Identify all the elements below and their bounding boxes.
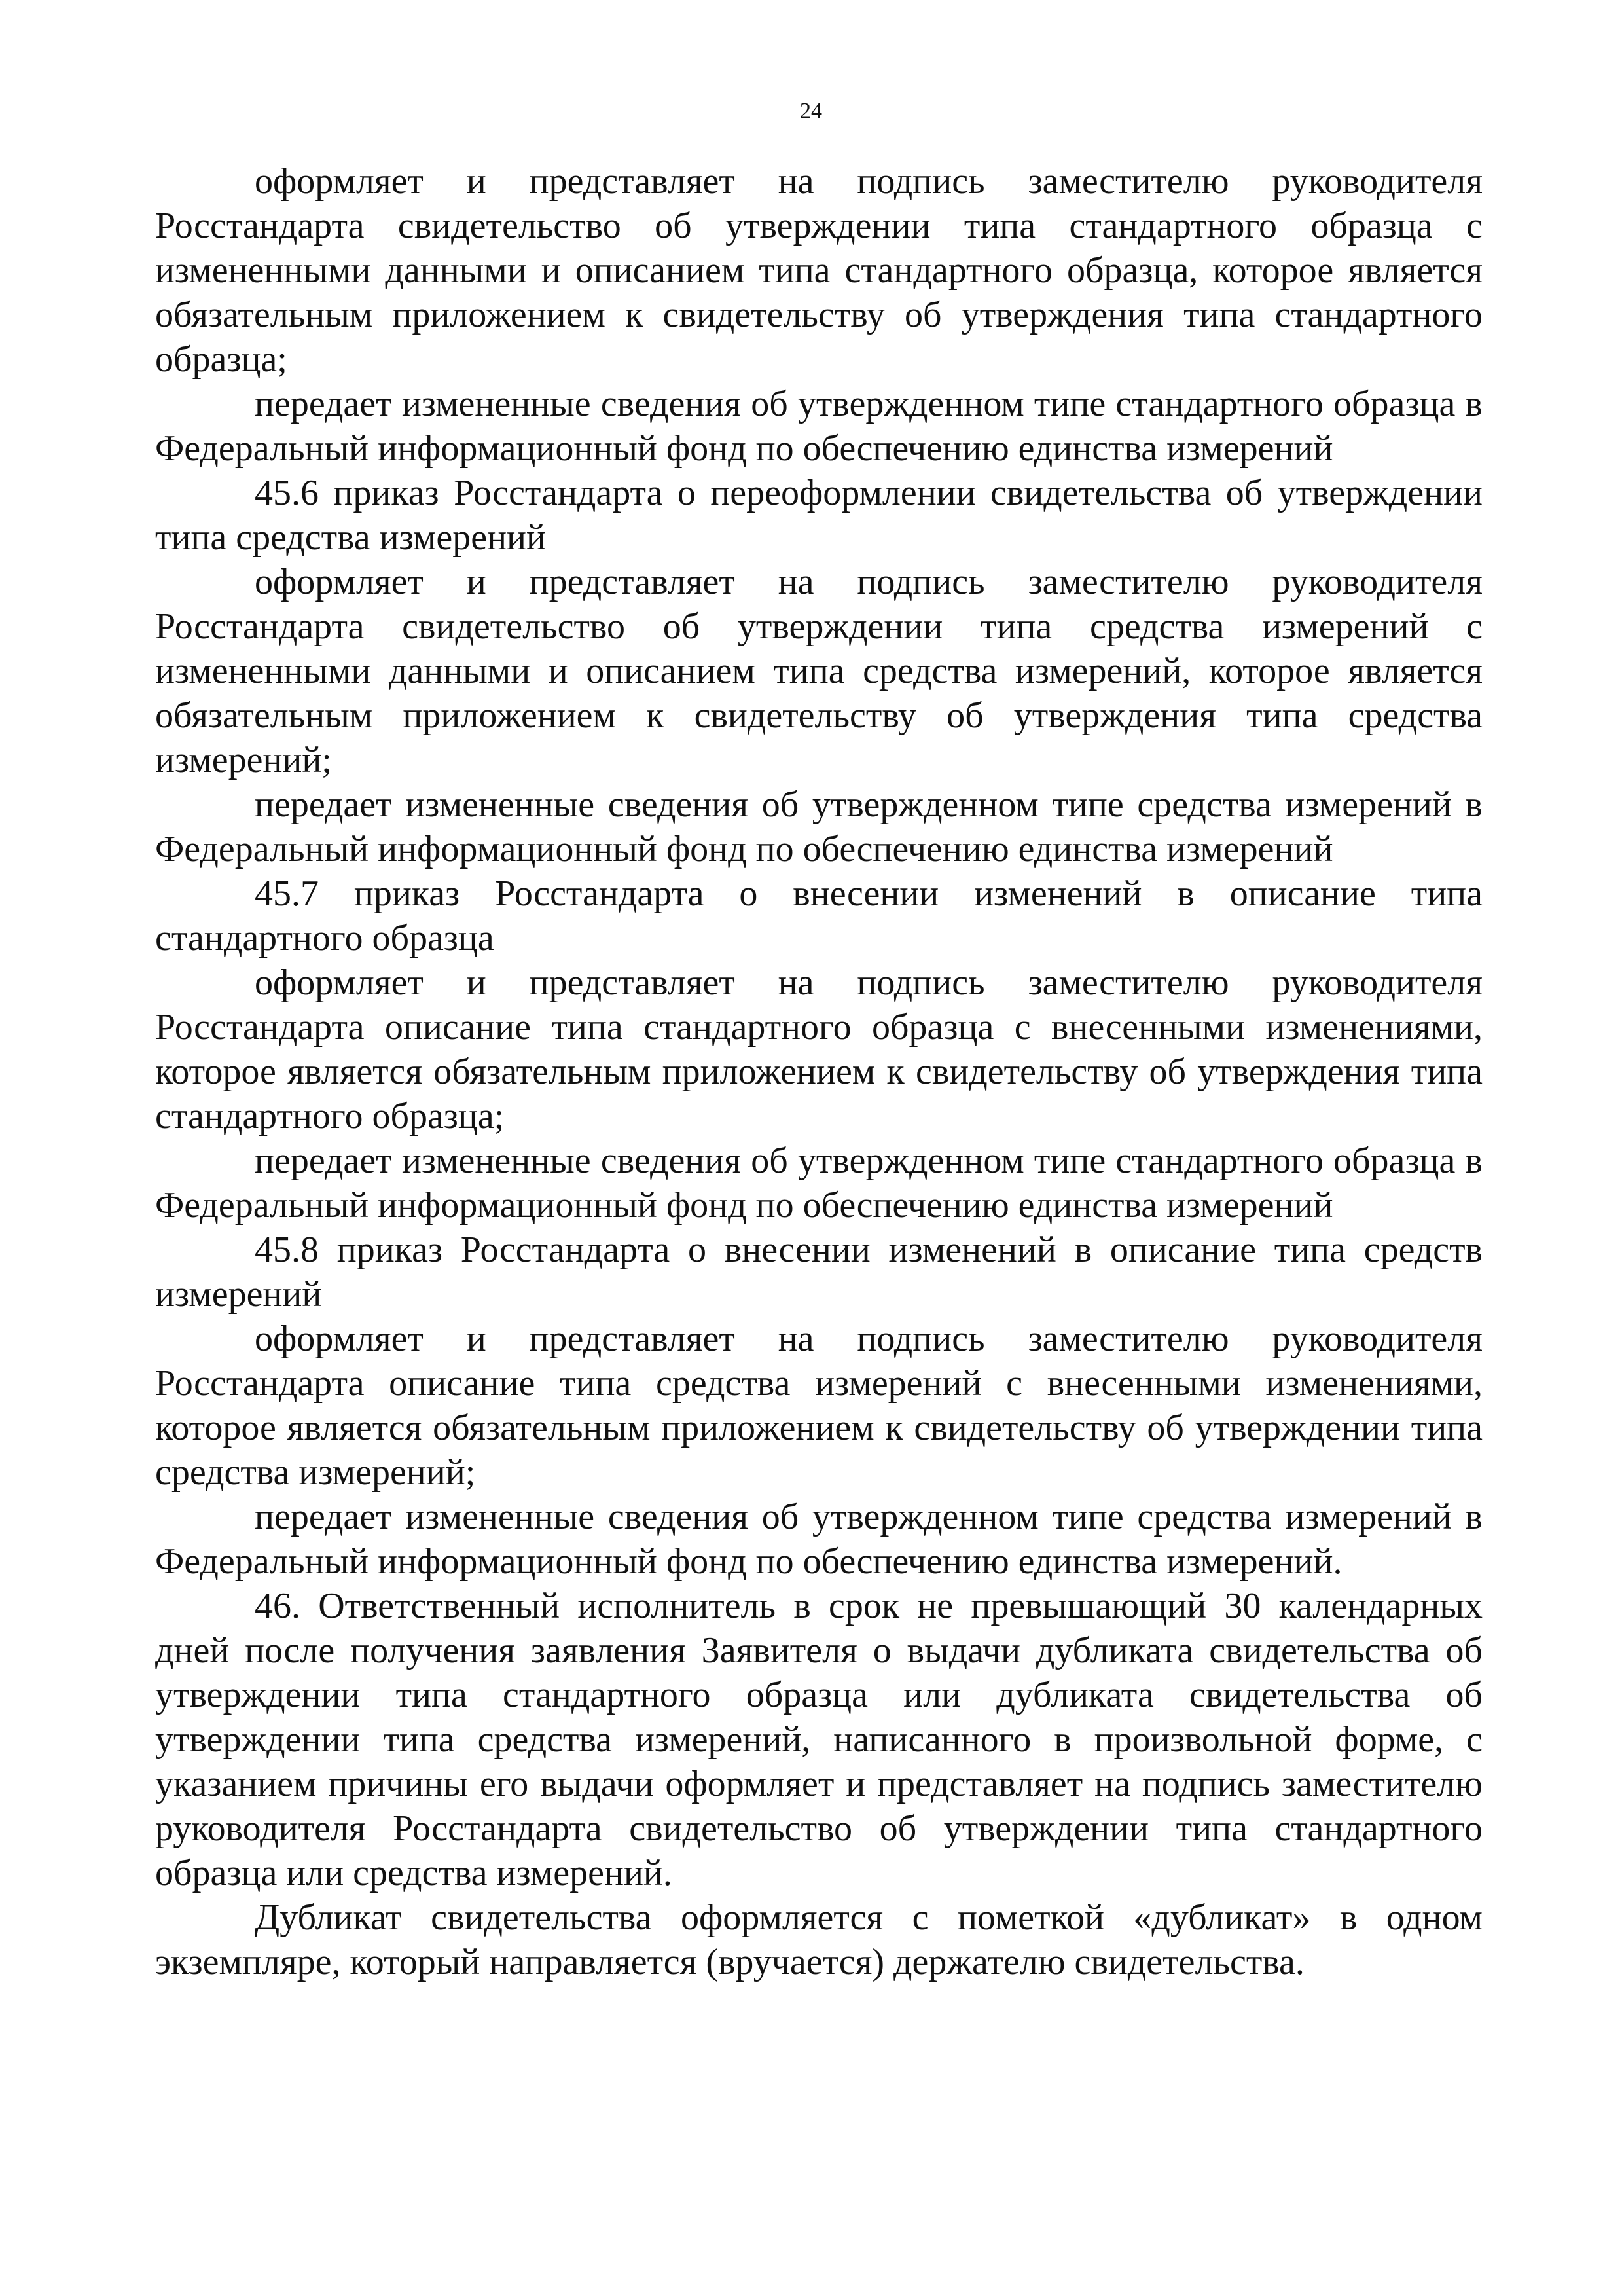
paragraph: оформляет и представляет на подпись заместителю руководителя Росстандарта описание типа средства измерений с внесенными изменениями, которое является обязательным приложением к свидетельству об утверждении типа средства измерений; xyxy=(155,1319,1483,1493)
paragraph: 45.6 приказ Росстандарта о переоформлении свидетельства об утверждении типа средства измерений xyxy=(155,473,1483,558)
paragraph: оформляет и представляет на подпись заместителю руководителя Росстандарта свидетельство об утверждении типа стандартного образца с измененными данными и описанием типа стандартного образца, которое является обязательным приложением к свидетельству об утверждения типа стандартного образца; xyxy=(155,161,1483,380)
paragraph: передает измененные сведения об утвержденном типе средства измерений в Федеральный информационный фонд по обеспечению единства измерений xyxy=(155,784,1483,869)
paragraph: 46. Ответственный исполнитель в срок не превышающий 30 календарных дней после получения заявления Заявителя о выдачи дубликата свидетельства об утверждении типа стандартного образца или дубликата свидетельства об утверждении типа средства измерений, написанного в произвольной форме, с указанием причины его выдачи оформляет и представляет на подпись заместителю руководителя Росстандарта свидетельство об утверждении типа стандартного образца или средства измерений. xyxy=(155,1586,1483,1893)
paragraph: 45.7 приказ Росстандарта о внесении изменений в описание типа стандартного образца xyxy=(155,873,1483,958)
paragraph: Дубликат свидетельства оформляется с пометкой «дубликат» в одном экземпляре, который направляется (вручается) держателю свидетельства. xyxy=(155,1897,1483,1982)
paragraph: оформляет и представляет на подпись заместителю руководителя Росстандарта описание типа стандартного образца с внесенными изменениями, которое является обязательным приложением к свидетельству об утверждения типа стандартного образца; xyxy=(155,962,1483,1137)
paragraph: передает измененные сведения об утвержденном типе стандартного образца в Федеральный информационный фонд по обеспечению единства измерений xyxy=(155,384,1483,469)
paragraph: 45.8 приказ Росстандарта о внесении изменений в описание типа средств измерений xyxy=(155,1230,1483,1315)
page-number: 24 xyxy=(800,99,822,123)
paragraph: передает измененные сведения об утвержденном типе стандартного образца в Федеральный информационный фонд по обеспечению единства измерений xyxy=(155,1140,1483,1226)
document-body xyxy=(155,159,1483,1984)
paragraph: передает измененные сведения об утвержденном типе средства измерений в Федеральный информационный фонд по обеспечению единства измерений. xyxy=(155,1497,1483,1582)
paragraph: оформляет и представляет на подпись заместителю руководителя Росстандарта свидетельство об утверждении типа средства измерений с измененными данными и описанием типа средства измерений, которое является обязательным приложением к свидетельству об утверждения типа средства измерений; xyxy=(155,562,1483,780)
